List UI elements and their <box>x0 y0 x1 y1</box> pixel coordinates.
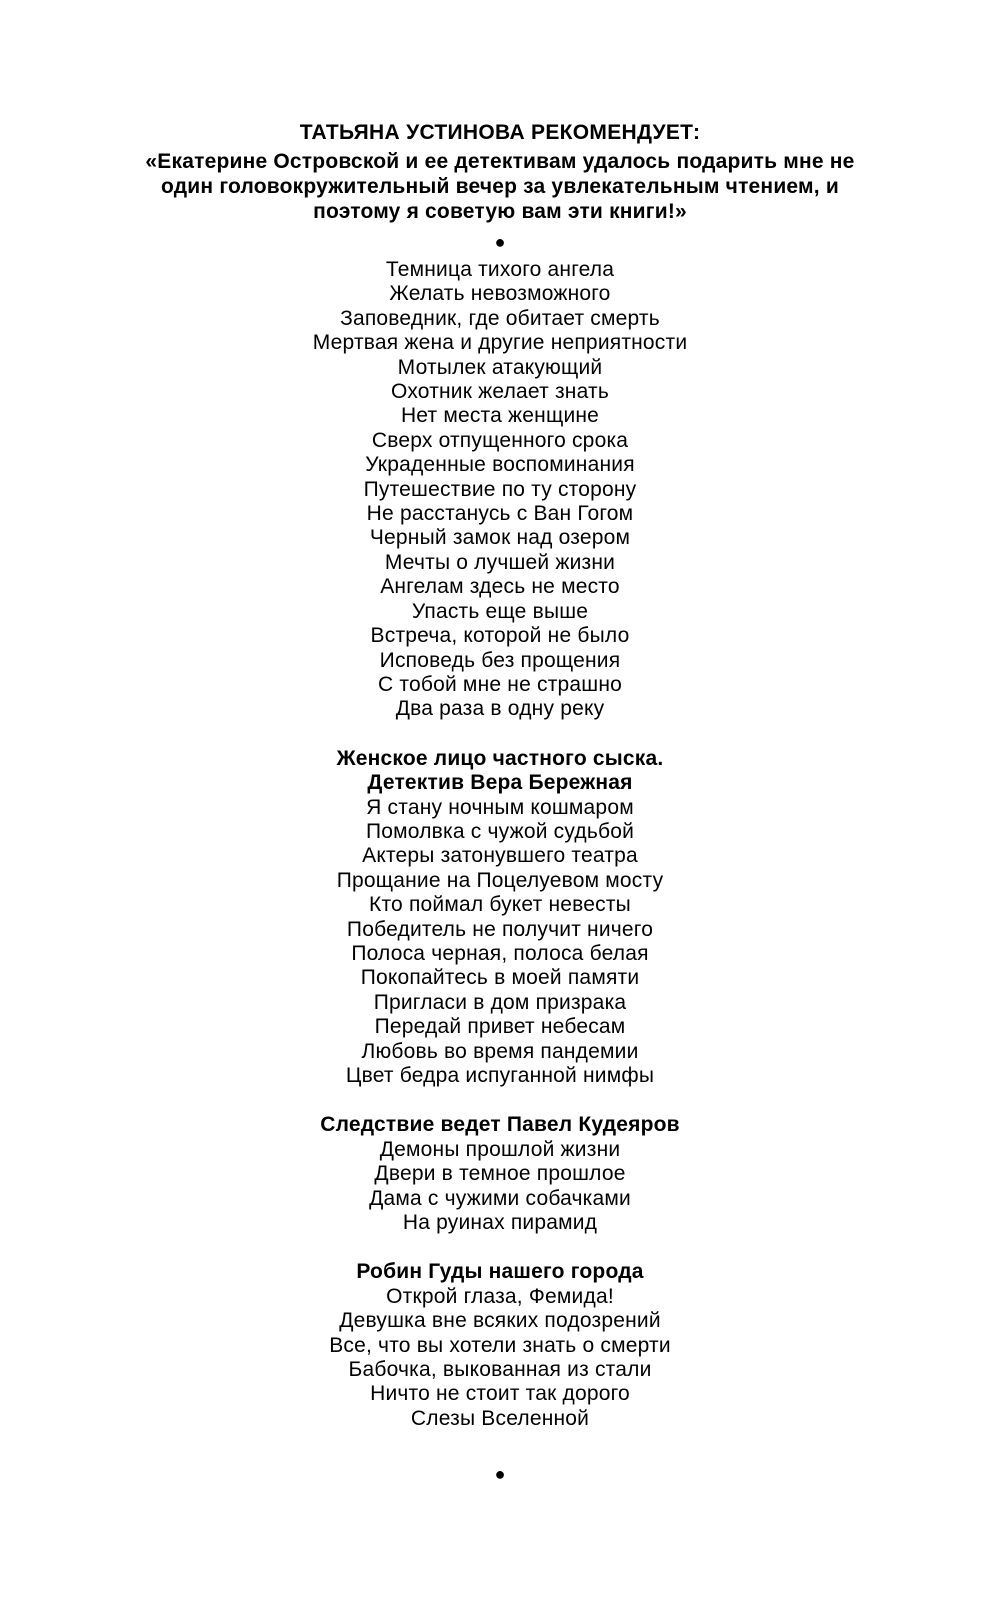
book-title: Не расстанусь с Ван Гогом <box>366 502 634 526</box>
book-title: Бабочка, выкованная из стали <box>348 1358 652 1382</box>
book-title: Сверх отпущенного срока <box>371 428 629 452</box>
book-title: Я стану ночным кошмаром <box>366 795 634 819</box>
robin-titles-list <box>0 1285 1000 1431</box>
book-title: Нет места женщине <box>400 404 600 428</box>
book-title: Желать невозможного <box>389 282 611 306</box>
book-title: Заповедник, где обитает смерть <box>340 306 660 330</box>
book-title: Пригласи в дом призрака <box>373 990 627 1014</box>
book-title: Покопайтесь в моей памяти <box>360 966 640 990</box>
book-title: Девушка вне всяких подозрений <box>339 1309 661 1333</box>
book-title: Все, что вы хотели знать о смерти <box>329 1333 671 1357</box>
book-title: Помолвка с чужой судьбой <box>365 819 635 843</box>
series-standalone-novels <box>0 258 1000 722</box>
book-title: Темница тихого ангела <box>385 258 615 281</box>
kudeyarov-titles-list <box>0 1138 1000 1236</box>
book-title: Дама с чужими собачками <box>369 1186 631 1210</box>
book-title: Слезы Вселенной <box>410 1406 590 1430</box>
series-heading-kudeyarov: Следствие ведет Павел Кудеяров <box>320 1113 680 1137</box>
book-title: Победитель не получит ничего <box>346 917 654 941</box>
book-title: Исповедь без прощения <box>379 648 621 672</box>
separator-dot-bottom: ● <box>494 1464 506 1485</box>
book-title: Ничто не стоит так дорого <box>370 1382 630 1406</box>
standalone-titles-list <box>0 258 1000 722</box>
book-title: На руинах пирамид <box>402 1211 598 1235</box>
series-heading-robin: Робин Гуды нашего города <box>356 1260 644 1284</box>
book-title: Черный замок над озером <box>369 526 631 550</box>
book-title: Цвет бедра испуганной нимфы <box>345 1064 655 1087</box>
series-pavel-kudeyarov <box>0 1113 1000 1235</box>
recommendation-header <box>0 120 1000 224</box>
book-title: Открой глаза, Фемида! <box>386 1284 614 1308</box>
book-title: Встреча, которой не было <box>370 624 630 648</box>
book-title: Полоса черная, полоса белая <box>351 941 649 965</box>
book-title: Прощание на Поцелуевом мосту <box>336 868 664 892</box>
recommendation-title: ТАТЬЯНА УСТИНОВА РЕКОМЕНДУЕТ: <box>299 121 701 144</box>
book-title: Ангелам здесь не место <box>380 575 620 599</box>
book-title: Два раза в одну реку <box>395 697 605 721</box>
series-heading-vera-line2: Детектив Вера Бережная <box>367 771 633 795</box>
series-vera-berezhnaya <box>0 747 1000 1089</box>
book-title: Украденные воспоминания <box>365 453 635 477</box>
recommendation-quote: «Екатерине Островской и ее детективам удалось подарить мне не один головокружительный вечер за увлекательным чтением, и поэтому я советую вам эти книги!» <box>145 150 855 223</box>
book-title: Двери в темное прошлое <box>374 1162 626 1186</box>
book-title: Мертвая жена и другие неприятности <box>312 331 688 355</box>
book-title: Путешествие по ту сторону <box>363 477 637 501</box>
series-robin-hoods <box>0 1260 1000 1431</box>
separator-dot-top: ● <box>494 232 506 252</box>
book-title: Упасть еще выше <box>411 599 589 623</box>
book-title: Демоны прошлой жизни <box>379 1137 621 1161</box>
book-title: Охотник желает знать <box>391 380 609 404</box>
book-title: Передай привет небесам <box>374 1015 626 1039</box>
book-title: Мечты о лучшей жизни <box>384 550 616 574</box>
series-heading-vera <box>0 747 1000 796</box>
book-title: Любовь во время пандемии <box>361 1039 639 1063</box>
vera-titles-list <box>0 796 1000 1089</box>
book-title: Кто поймал букет невесты <box>369 893 631 917</box>
series-heading-vera-line1: Женское лицо частного сыска. <box>336 746 664 770</box>
book-title: Актеры затонувшего театра <box>362 844 638 868</box>
book-title: С тобой мне не страшно <box>378 672 622 696</box>
book-title: Мотылек атакующий <box>397 355 603 379</box>
